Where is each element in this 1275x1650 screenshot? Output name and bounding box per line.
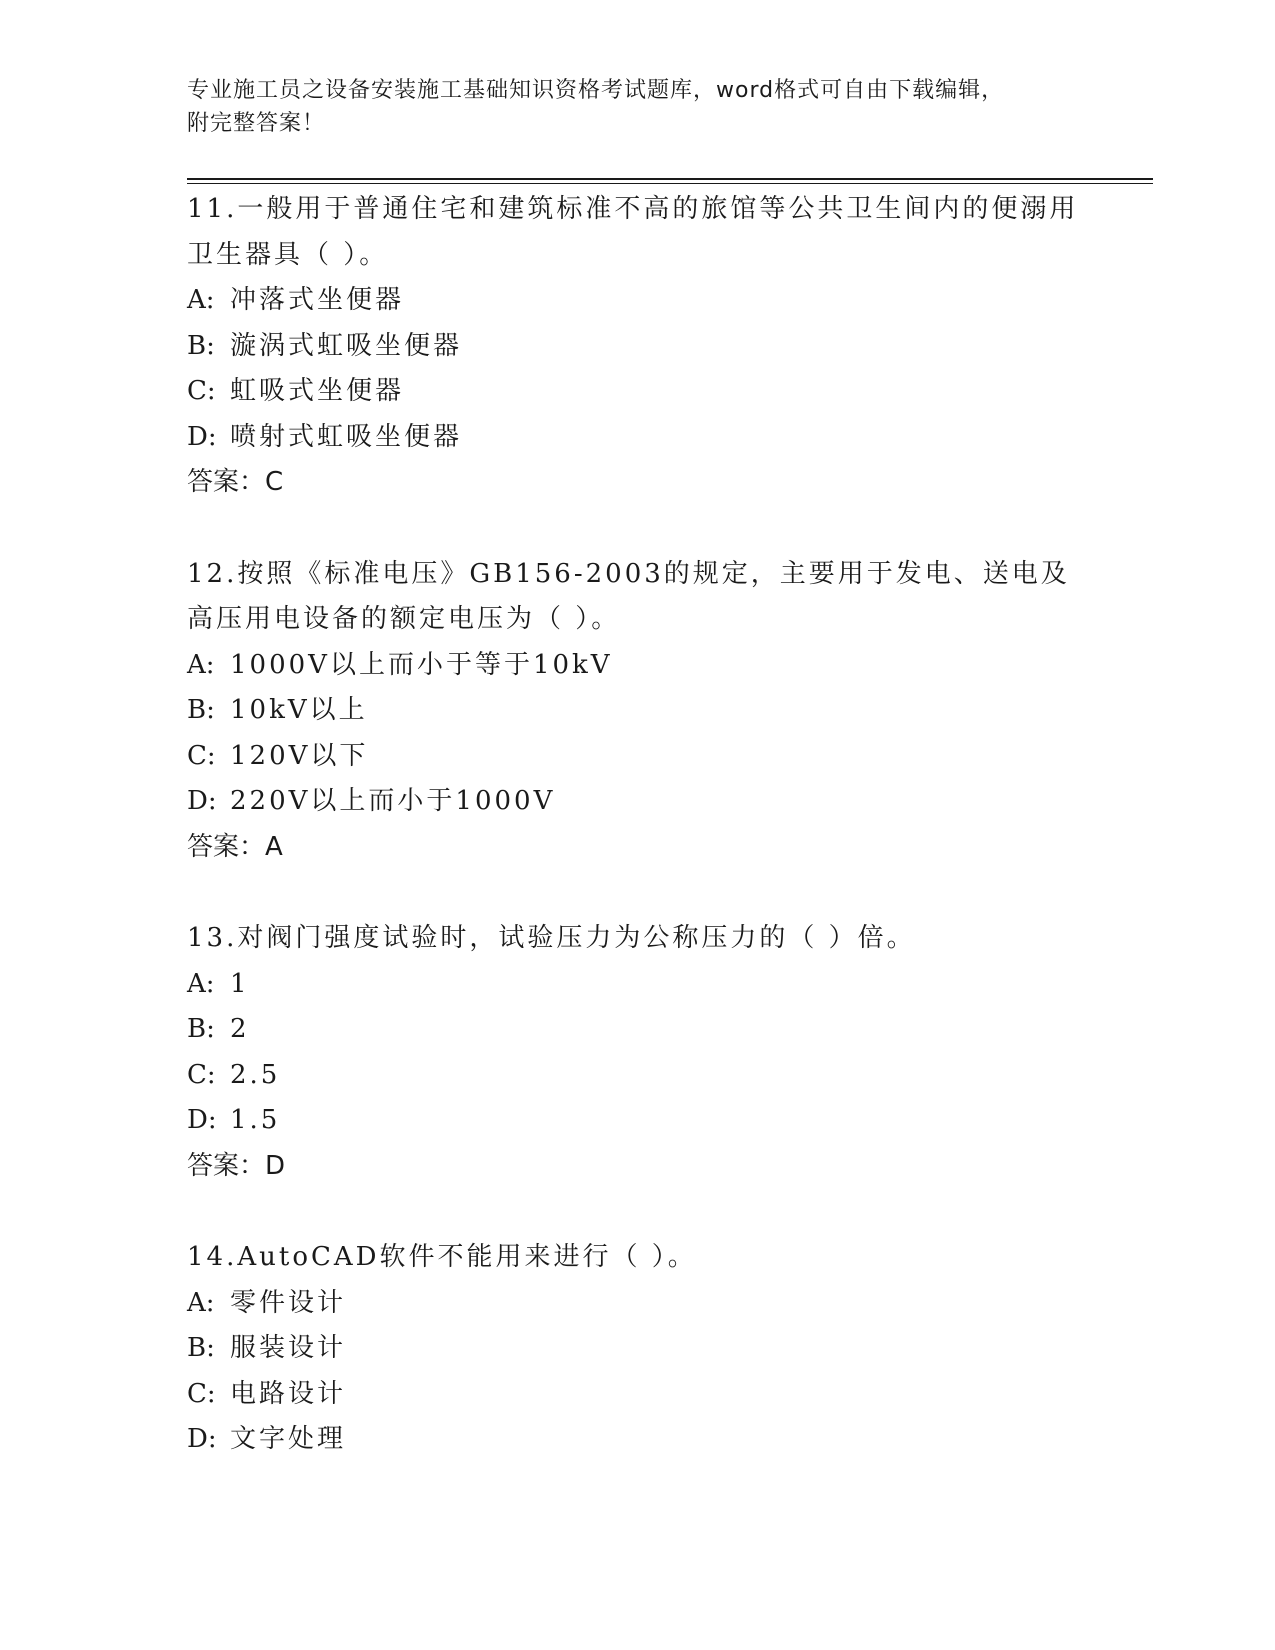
answer-line: 答案：A: [187, 831, 283, 862]
option-text: 电路设计: [230, 1378, 347, 1409]
option-text: 120V以下: [230, 740, 369, 771]
option-letter: C:: [187, 1059, 216, 1090]
option-letter: C:: [187, 1378, 216, 1409]
option-text: 冲落式坐便器: [230, 285, 405, 315]
option-text: 2.5: [230, 1059, 281, 1090]
header-divider-thick: [187, 178, 1153, 180]
option-text: 零件设计: [230, 1287, 347, 1318]
question-stem: 14.AutoCAD软件不能用来进行（ ）。: [187, 1242, 697, 1272]
option-letter: B:: [187, 1014, 215, 1044]
option-a: [187, 643, 1087, 689]
option-d: [187, 1098, 1087, 1144]
option-b: [187, 1326, 1087, 1372]
question-stem: 13.对阀门强度试验时，试验压力为公称压力的（ ）倍。: [187, 923, 916, 953]
option-letter: C:: [187, 376, 216, 406]
option-text: 220V以上而小于1000V: [230, 786, 556, 816]
option-letter: D:: [187, 421, 217, 452]
option-b: [187, 688, 1087, 734]
answer-line: 答案：D: [187, 1150, 286, 1181]
option-letter: A:: [187, 1287, 215, 1318]
option-letter: D:: [187, 1105, 217, 1135]
option-a: [187, 278, 1087, 324]
option-d: [187, 779, 1087, 825]
option-b: [187, 324, 1087, 370]
answer-line: 答案：C: [187, 467, 284, 497]
header-line-2: 附完整答案！: [187, 111, 326, 136]
header-divider-thin: [187, 183, 1153, 184]
question-11: [187, 187, 1087, 506]
option-c: [187, 1053, 1087, 1099]
option-letter: D:: [187, 786, 217, 816]
option-text: 1000V以上而小于等于10kV: [230, 649, 613, 680]
option-text: 虹吸式坐便器: [230, 376, 405, 406]
question-stem: 11.一般用于普通住宅和建筑标准不高的旅馆等公共卫生间内的便溺用卫生器具（ ）。: [187, 194, 1079, 270]
option-text: 1: [230, 968, 250, 999]
option-letter: D:: [187, 1424, 217, 1454]
option-letter: B:: [187, 1333, 215, 1363]
option-d: [187, 415, 1087, 461]
option-text: 文字处理: [230, 1424, 347, 1454]
question-list: [187, 187, 1087, 1509]
header-line-1: 专业施工员之设备安装施工基础知识资格考试题库，word格式可自由下载编辑，: [187, 78, 1005, 103]
option-c: [187, 369, 1087, 415]
question-12: [187, 552, 1087, 871]
option-letter: A:: [187, 968, 215, 999]
question-14: [187, 1235, 1087, 1463]
option-a: [187, 1281, 1087, 1327]
option-letter: A:: [187, 649, 215, 680]
question-13: [187, 916, 1087, 1189]
document-header: [187, 74, 1087, 140]
question-stem: 12.按照《标准电压》GB156-2003的规定，主要用于发电、送电及高压用电设备的额定电压为（ ）。: [187, 558, 1070, 634]
option-letter: B:: [187, 330, 215, 361]
option-b: [187, 1007, 1087, 1053]
option-a: [187, 962, 1087, 1008]
option-text: 服装设计: [230, 1333, 347, 1363]
option-text: 漩涡式虹吸坐便器: [230, 330, 463, 361]
option-text: 1.5: [230, 1105, 281, 1135]
option-c: [187, 1372, 1087, 1418]
option-text: 10kV以上: [230, 695, 368, 725]
option-c: [187, 734, 1087, 780]
option-letter: B:: [187, 695, 215, 725]
option-text: 喷射式虹吸坐便器: [230, 421, 463, 452]
option-text: 2: [230, 1014, 250, 1044]
option-letter: C:: [187, 740, 216, 771]
option-d: [187, 1417, 1087, 1463]
option-letter: A:: [187, 285, 215, 315]
